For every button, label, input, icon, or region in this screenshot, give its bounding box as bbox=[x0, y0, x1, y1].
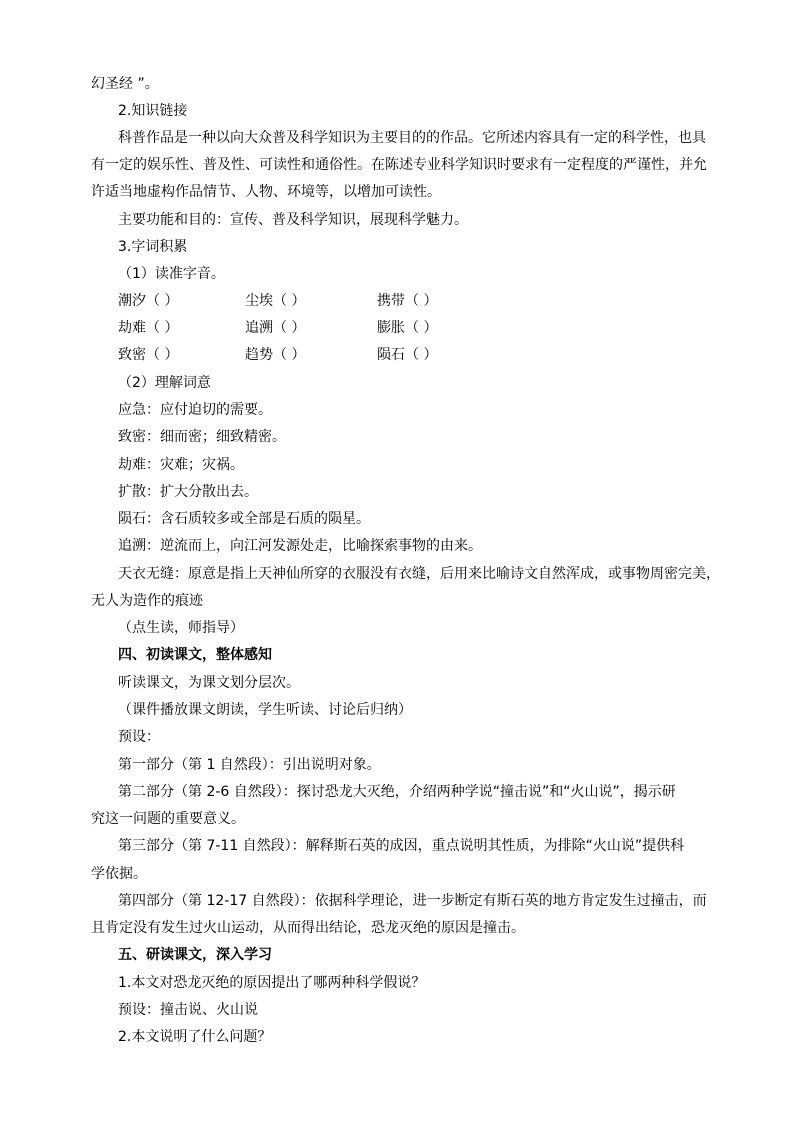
definition-line: 扩散：扩大分散出去。 bbox=[118, 484, 258, 500]
subsection-heading: （1）读准字音。 bbox=[118, 266, 225, 282]
paragraph-line: 第四部分（第 12-17 自然段）：依据科学理论，进一步断定有斯石英的地方肯定发生过撞击，而 bbox=[118, 893, 707, 909]
paragraph-line: 第三部分（第 7-11 自然段）：解释斯石英的成因，重点说明其性质，为排除“火山说”提供科 bbox=[118, 838, 685, 854]
definition-line: 劫难：灾难；灾祸。 bbox=[118, 457, 244, 473]
section-heading: 3.字词积累 bbox=[118, 239, 188, 255]
note-line: （课件播放课文朗读，学生听读、讨论后归纳） bbox=[118, 702, 412, 718]
paragraph-line: 主要功能和目的：宣传、普及科学知识，展现科学魅力。 bbox=[118, 212, 468, 228]
definition-line: 追溯：逆流而上，向江河发源处走，比喻探索事物的由来。 bbox=[118, 538, 482, 554]
paragraph-line: 预设： bbox=[118, 729, 160, 745]
paragraph-line: 听读课文，为课文划分层次。 bbox=[118, 675, 300, 691]
note-line: （点生读，师指导） bbox=[118, 620, 244, 636]
definition-line: 天衣无缝：原意是指上天神仙所穿的衣服没有衣缝，后用来比喻诗文自然浑成，或事物周密完美， bbox=[118, 566, 720, 582]
definition-line: 应急：应付迫切的需要。 bbox=[118, 402, 272, 418]
paragraph-line: 预设：撞击说、火山说 bbox=[118, 1002, 258, 1018]
text-line: 幻圣经 ”。 bbox=[91, 76, 159, 92]
vocab-item: 追溯（ ） bbox=[245, 320, 306, 336]
definition-line: 无人为造作的痕迹 bbox=[91, 593, 203, 609]
paragraph-line: 第一部分（第 1 自然段）：引出说明对象。 bbox=[118, 757, 381, 773]
vocab-item: 劫难（ ） bbox=[118, 320, 179, 336]
subsection-heading: （2）理解词意 bbox=[118, 375, 211, 391]
vocab-item: 致密（ ） bbox=[118, 347, 179, 363]
vocab-item: 尘埃（ ） bbox=[245, 293, 306, 309]
vocab-item: 趋势（ ） bbox=[245, 347, 306, 363]
paragraph-line: 学依据。 bbox=[91, 866, 147, 882]
vocab-item: 陨石（ ） bbox=[377, 347, 438, 363]
paragraph-line: 有一定的娱乐性、普及性、可读性和通俗性。在陈述专业科学知识时要求有一定程度的严谨性，并允 bbox=[91, 157, 707, 173]
paragraph-line: 科普作品是一种以向大众普及科学知识为主要目的的作品。它所述内容具有一定的科学性，也具 bbox=[118, 130, 706, 146]
section-heading: 2.知识链接 bbox=[118, 103, 188, 119]
section-heading: 四、初读课文，整体感知 bbox=[118, 647, 272, 663]
question-line: 1.本文对恐龙灭绝的原因提出了哪两种科学假说？ bbox=[118, 975, 426, 991]
vocab-item: 潮汐（ ） bbox=[118, 293, 179, 309]
paragraph-line: 究这一问题的重要意义。 bbox=[91, 811, 245, 827]
definition-line: 致密：细而密；细致精密。 bbox=[118, 429, 286, 445]
vocab-item: 携带（ ） bbox=[377, 293, 438, 309]
paragraph-line: 第二部分（第 2-6 自然段）：探讨恐龙大灭绝，介绍两种学说“撞击说”和“火山说”，揭示研 bbox=[118, 784, 676, 800]
definition-line: 陨石：含石质较多或全部是石质的陨星。 bbox=[118, 511, 370, 527]
section-heading: 五、研读课文，深入学习 bbox=[118, 947, 272, 963]
paragraph-line: 且肯定没有发生过火山运动，从而得出结论，恐龙灭绝的原因是撞击。 bbox=[91, 920, 525, 936]
question-line: 2.本文说明了什么问题？ bbox=[118, 1029, 272, 1045]
vocab-item: 膨胀（ ） bbox=[377, 320, 438, 336]
paragraph-line: 许适当地虚构作品情节、人物、环境等，以增加可读性。 bbox=[91, 184, 441, 200]
